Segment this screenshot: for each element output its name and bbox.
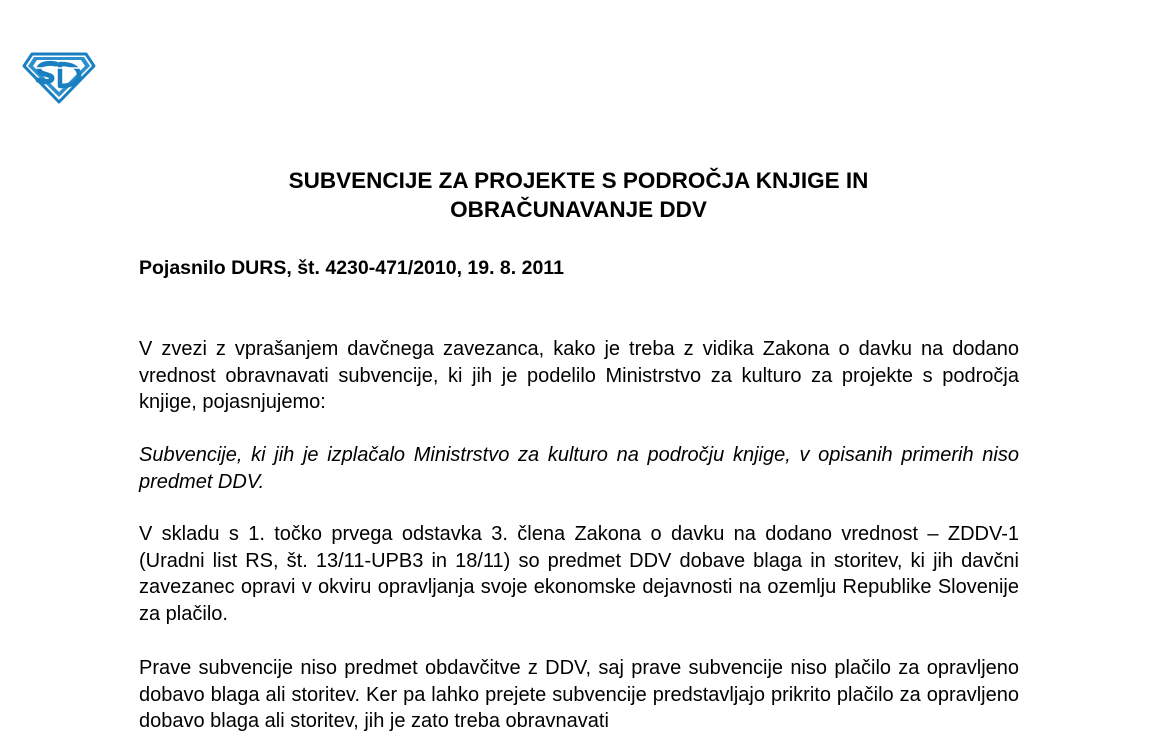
document-title-line-1: SUBVENCIJE ZA PROJEKTE S PODROČJA KNJIGE IN (288, 168, 869, 193)
document-title (0, 166, 1157, 224)
document-subtitle: Pojasnilo DURS, št. 4230-471/2010, 19. 8. 2011 (139, 257, 564, 279)
paragraph-4: Prave subvencije niso predmet obdavčitve z DDV, saj prave subvencije niso plačilo za opravljeno dobavo blaga ali storitev. Ker pa lahko prejete subvencije predstavljajo prikrito plačilo za opravljeno dobavo blaga ali storitev, jih je zato treba obravnavati (139, 657, 1019, 732)
paragraph-3: V skladu s 1. točko prvega odstavka 3. člena Zakona o davku na dodano vrednost – ZDDV-1 (Uradni list RS, št. 13/11-UPB3 in 18/11) so predmet DDV dobave blaga in storitev, ki jih davčni zavezanec opravi v okviru opravljanja svoje ekonomske dejavnosti na ozemlju Republike Slovenije za plačilo. (139, 523, 1019, 625)
document-title-line-2: OBRAČUNAVANJE DDV (450, 197, 707, 222)
paragraph-1: V zvezi z vprašanjem davčnega zavezanca, kako je treba z vidika Zakona o davku na dodano vrednost obravnavati subvencije, ki jih je podelilo Ministrstvo za kulturo za projekte s področja knjige, pojasnjujemo: (139, 338, 1019, 413)
durs-shield-logo-icon (22, 50, 96, 104)
paragraph-2-italic-summary: Subvencije, ki jih je izplačalo Ministrstvo za kulturo na področju knjige, v opisanih primerih niso predmet DDV. (139, 444, 1019, 493)
